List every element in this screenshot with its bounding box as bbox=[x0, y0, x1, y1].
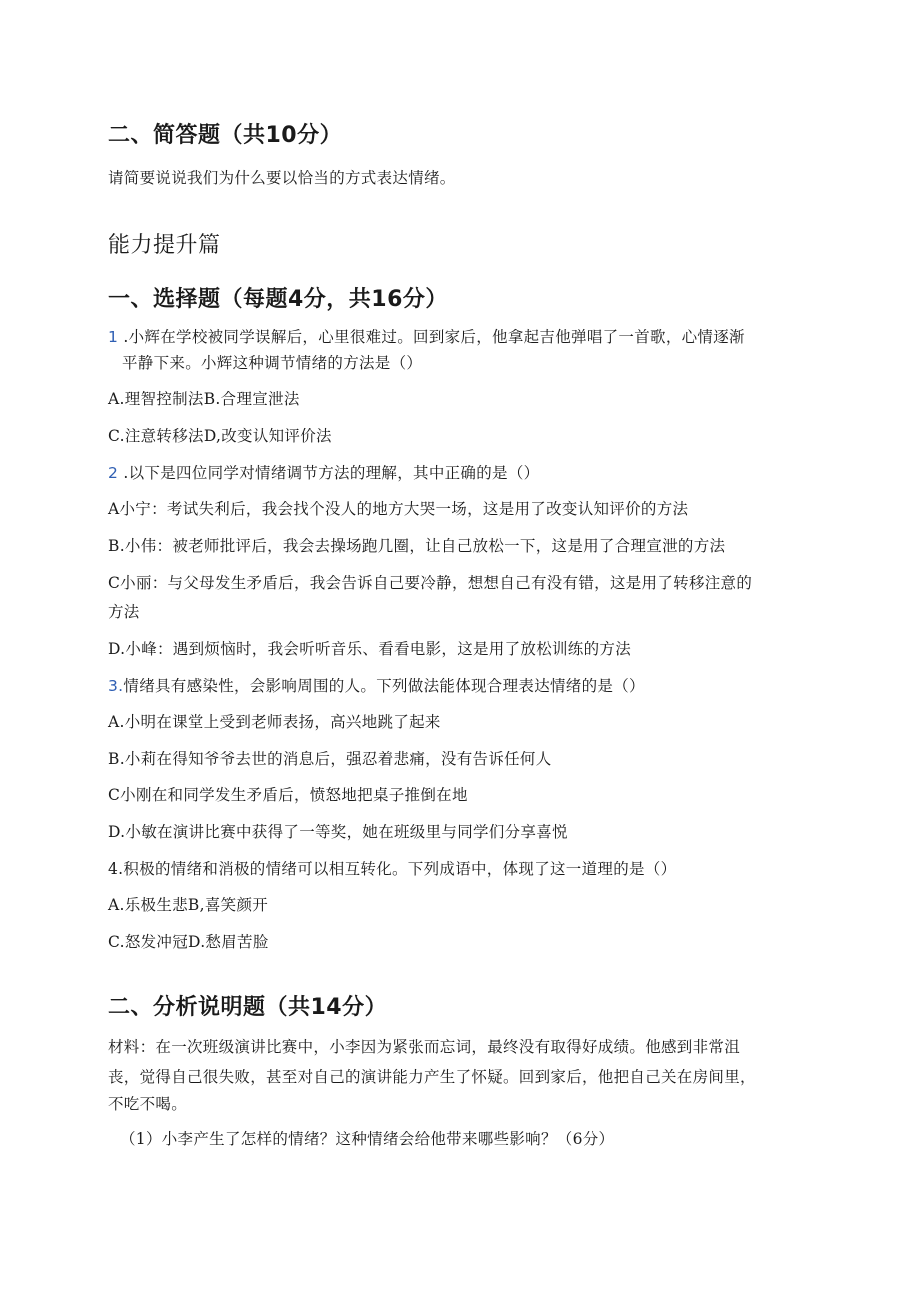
question-1-text-line1: .小辉在学校被同学误解后，心里很难过。回到家后，他拿起吉他弹唱了一首歌，心情逐渐 bbox=[123, 328, 745, 346]
question-4-options-ab: A.乐极生悲B,喜笑颜开 bbox=[108, 896, 269, 914]
question-1-text-line2: 平静下来。小辉这种调节情绪的方法是（） bbox=[122, 354, 423, 372]
question-3-option-d: D.小敏在演讲比赛中获得了一等奖，她在班级里与同学们分享喜悦 bbox=[108, 823, 568, 841]
question-2-option-a: A小宁：考试失利后，我会找个没人的地方大哭一场，这是用了改变认知评价的方法 bbox=[108, 500, 689, 518]
material-line2: 丧，觉得自己很失败，甚至对自己的演讲能力产生了怀疑。回到家后，他把自己关在房间里， bbox=[108, 1068, 756, 1086]
question-2 bbox=[108, 458, 539, 488]
question-1-options-cd: C.注意转移法D,改变认知评价法 bbox=[108, 427, 332, 445]
material-line3: 不吃不喝。 bbox=[108, 1095, 188, 1113]
question-3-text: 情绪具有感染性，会影响周围的人。下列做法能体现合理表达情绪的是（） bbox=[123, 677, 645, 695]
question-1-number: 1 bbox=[108, 328, 119, 346]
ability-section-title: 能力提升篇 bbox=[108, 233, 221, 258]
section-heading-multiple-choice: 一、选择题（每题4分，共16分） bbox=[108, 287, 448, 312]
short-answer-question: 请简要说说我们为什么要以恰当的方式表达情绪。 bbox=[108, 169, 456, 187]
question-3-option-b: B.小莉在得知爷爷去世的消息后，强忍着悲痛，没有告诉任何人 bbox=[108, 750, 552, 768]
question-3-option-c: C小刚在和同学发生矛盾后，愤怒地把桌子推倒在地 bbox=[108, 786, 468, 804]
sub-question-1: （1）小李产生了怎样的情绪？这种情绪会给他带来哪些影响？（6分） bbox=[120, 1130, 615, 1148]
question-3-option-a: A.小明在课堂上受到老师表扬，高兴地跳了起来 bbox=[108, 713, 441, 731]
material-line1: 材料：在一次班级演讲比赛中，小李因为紧张而忘词，最终没有取得好成绩。他感到非常沮 bbox=[108, 1038, 741, 1056]
question-1-options-ab: A.理智控制法B.合理宣泄法 bbox=[108, 390, 300, 408]
question-2-option-c-line1: C小丽：与父母发生矛盾后，我会告诉自己要冷静，想想自己有没有错，这是用了转移注意的 bbox=[108, 574, 753, 592]
question-3-number: 3. bbox=[108, 677, 124, 695]
question-2-option-c-line2: 方法 bbox=[108, 603, 140, 621]
question-3 bbox=[108, 671, 645, 701]
section-heading-short-answer: 二、简答题（共10分） bbox=[108, 123, 343, 148]
question-4-text: 4.积极的情绪和消极的情绪可以相互转化。下列成语中，体现了这一道理的是（） bbox=[108, 860, 677, 878]
question-2-option-b: B.小伟：被老师批评后，我会去操场跑几圈，让自己放松一下，这是用了合理宣泄的方法 bbox=[108, 537, 726, 555]
question-4-options-cd: C.怒发冲冠D.愁眉苦脸 bbox=[108, 933, 269, 951]
question-2-number: 2 bbox=[108, 464, 119, 482]
question-2-text: .以下是四位同学对情绪调节方法的理解，其中正确的是（） bbox=[123, 464, 540, 482]
section-heading-analysis: 二、分析说明题（共14分） bbox=[108, 995, 388, 1020]
question-2-option-d: D.小峰：遇到烦恼时，我会听听音乐、看看电影，这是用了放松训练的方法 bbox=[108, 640, 632, 658]
